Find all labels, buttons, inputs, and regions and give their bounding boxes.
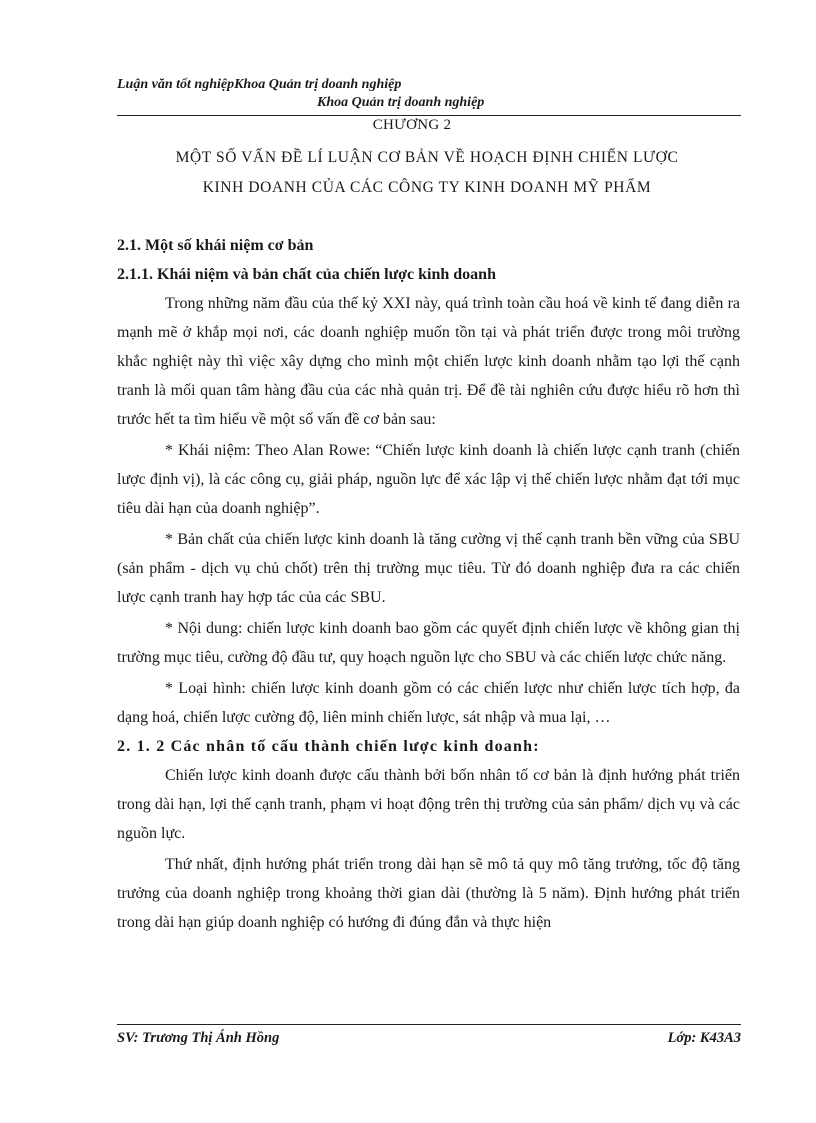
section-heading-2-1: 2.1. Một số khái niệm cơ bản	[117, 237, 314, 254]
header-thesis-label: Luận văn tốt nghiệpKhoa Quản trị doanh nghiệp	[117, 77, 402, 92]
paragraph-first-factor: Thứ nhất, định hướng phát triển trong dài hạn sẽ mô tả quy mô tăng trưởng, tốc độ tăng trưởng của doanh nghiệp trong khoảng thời gian dài (thường là 5 năm). Định hướng phát triển trong dài hạn giúp doanh nghiệp có hướng đi đúng đắn và thực hiện	[117, 856, 740, 931]
section-heading-2-1-1: 2.1.1. Khái niệm và bản chất của chiến lược kinh doanh	[117, 266, 496, 283]
section-heading-2-1-2: 2. 1. 2 Các nhân tố cấu thành chiến lược kinh doanh:	[117, 738, 540, 755]
chapter-number: CHƯƠNG 2	[372, 117, 452, 133]
footer-student-name: SV: Trương Thị Ánh Hồng	[117, 1030, 280, 1046]
page-header	[117, 76, 741, 112]
chapter-title	[117, 143, 737, 203]
paragraph-components: Chiến lược kinh doanh được cấu thành bởi bốn nhân tố cơ bản là định hướng phát triển trong dài hạn, lợi thế cạnh tranh, phạm vi hoạt động trên thị trường của sản phẩm/ dịch vụ và các nguồn lực.	[117, 767, 740, 842]
header-faculty-label: Khoa Quản trị doanh nghiệp	[317, 95, 485, 110]
document-body	[117, 231, 740, 937]
chapter-title-line-2: KINH DOANH CỦA CÁC CÔNG TY KINH DOANH MỸ PHẨM	[202, 179, 652, 196]
footer-class-code: Lớp: K43A3	[667, 1030, 741, 1046]
chapter-title-line-1: MỘT SỐ VẤN ĐỀ LÍ LUẬN CƠ BẢN VỀ HOẠCH ĐỊNH CHIẾN LƯỢC	[175, 149, 679, 166]
paragraph-concept: * Khái niệm: Theo Alan Rowe: “Chiến lược kinh doanh là chiến lược cạnh tranh (chiến lược định vị), là các công cụ, giải pháp, nguồn lực để xác lập vị thế chiến lược nhằm đạt tới mục tiêu dài hạn của doanh nghiệp”.	[117, 442, 740, 517]
paragraph-types: * Loại hình: chiến lược kinh doanh gồm có các chiến lược như chiến lược tích hợp, đa dạng hoá, chiến lược cường độ, liên minh chiến lược, sát nhập và mua lại, …	[117, 680, 740, 726]
footer-divider	[117, 1024, 741, 1025]
paragraph-content: * Nội dung: chiến lược kinh doanh bao gồm các quyết định chiến lược về không gian thị trường mục tiêu, cường độ đầu tư, quy hoạch nguồn lực cho SBU và các chiến lược chức năng.	[117, 620, 740, 666]
paragraph-nature: * Bản chất của chiến lược kinh doanh là tăng cường vị thế cạnh tranh bền vững của SBU (sản phẩm - dịch vụ chủ chốt) trên thị trường mục tiêu. Từ đó doanh nghiệp đưa ra các chiến lược cạnh tranh hay hợp tác của các SBU.	[117, 531, 740, 606]
paragraph-intro: Trong những năm đầu của thế kỷ XXI này, quá trình toàn cầu hoá về kinh tế đang diễn ra mạnh mẽ ở khắp mọi nơi, các doanh nghiệp muốn tồn tại và phát triển được trong môi trường khắc nghiệt này thì việc xây dựng cho mình một chiến lược kinh doanh nhằm tạo lợi thế cạnh tranh là mối quan tâm hàng đầu của các nhà quản trị. Để đề tài nghiên cứu được hiểu rõ hơn thì trước hết ta tìm hiểu về một số vấn đề cơ bản sau:	[117, 295, 740, 428]
